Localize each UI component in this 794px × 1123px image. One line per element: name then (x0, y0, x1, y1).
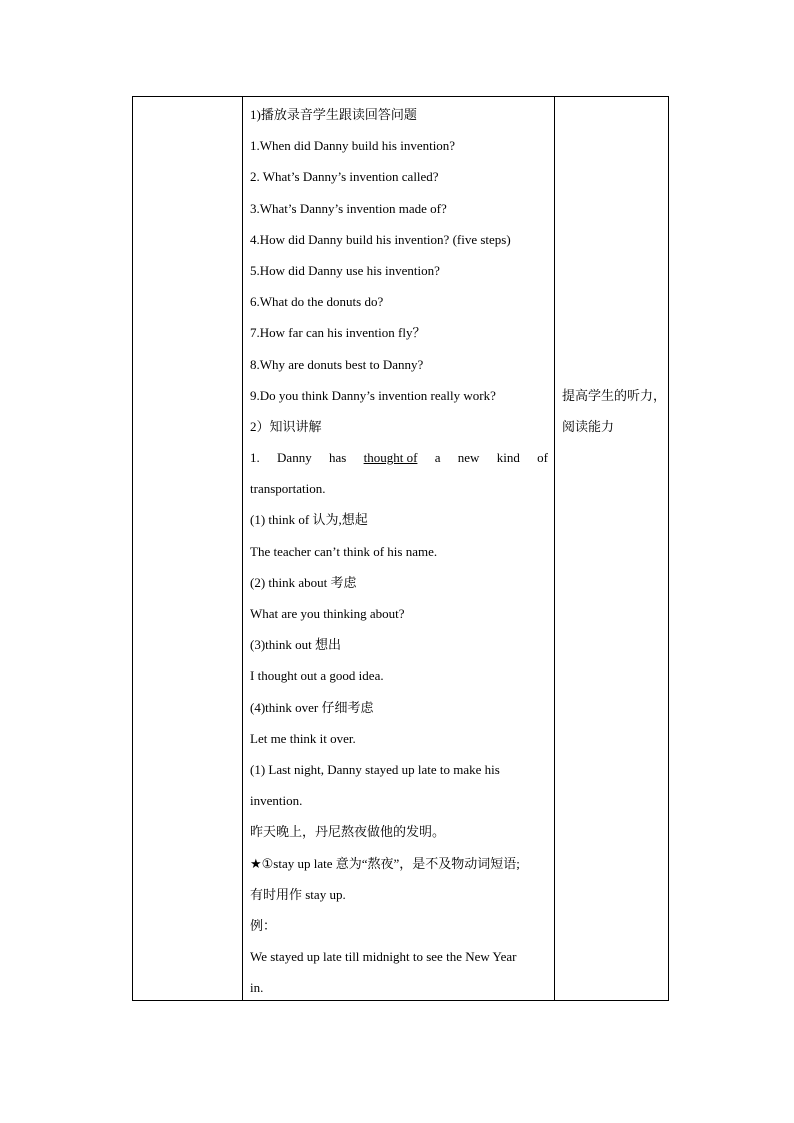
content-line: (1) Last night, Danny stayed up late to make his (250, 761, 500, 777)
content-word: 1. (250, 450, 260, 466)
purpose-cell (555, 97, 668, 1000)
content-line: 有时用作 stay up. (250, 886, 346, 902)
purpose-line: 阅读能力 (562, 419, 615, 435)
purpose-note (562, 380, 667, 442)
content-word: kind (496, 450, 520, 466)
content-line: 昨天晚上，丹尼熬夜做他的发明。 (250, 824, 446, 840)
content-word: of (537, 450, 548, 466)
content-line: 2. What’s Danny’s invention called? (250, 169, 439, 185)
content-line: ★①stay up late 意为“熬夜”，是不及物动词短语; (250, 855, 520, 871)
content-line: (1) think of 认为,想起 (250, 512, 368, 528)
content-word: has (328, 450, 347, 466)
content-line: 1)播放录音学生跟读回答问题 (250, 107, 417, 122)
content-cell (243, 97, 555, 1000)
content-line: 5.How did Danny use his invention? (250, 262, 440, 278)
content-line: invention. (250, 793, 303, 809)
content-line: 4.How did Danny build his invention? (five steps) (250, 231, 511, 247)
content-line: The teacher can’t think of his name. (250, 543, 438, 559)
content-line: 1.When did Danny build his invention? (250, 138, 456, 154)
content-word: thought of (363, 450, 418, 466)
content-line: 9.Do you think Danny’s invention really work? (250, 387, 496, 403)
content-word: new (457, 450, 480, 466)
content-lines (250, 99, 548, 1003)
left-cell (133, 97, 243, 1000)
content-line: 例： (250, 917, 277, 933)
content-line: (4)think over 仔细考虑 (250, 699, 374, 715)
content-word: Danny (277, 450, 312, 466)
content-line: 8.Why are donuts best to Danny? (250, 356, 424, 372)
content-line: 6.What do the donuts do? (250, 294, 384, 310)
content-line: 2）知识讲解 (250, 418, 322, 434)
content-line: I thought out a good idea. (250, 668, 384, 684)
content-line: in. (250, 980, 264, 996)
content-line: We stayed up late till midnight to see the New Year (250, 949, 517, 965)
content-line: Let me think it over. (250, 730, 356, 746)
content-line: What are you thinking about? (250, 606, 405, 621)
lesson-table (132, 96, 669, 1001)
content-word: a (434, 450, 441, 466)
content-line: 3.What’s Danny’s invention made of? (250, 200, 447, 216)
purpose-line: 提高学生的听力， (562, 388, 667, 403)
content-line (250, 442, 548, 473)
content-line: 7.How far can his invention fly？ (250, 325, 426, 341)
content-line: (3)think out 想出 (250, 637, 341, 653)
content-line: (2) think about 考虑 (250, 574, 357, 590)
content-line: transportation. (250, 481, 326, 497)
